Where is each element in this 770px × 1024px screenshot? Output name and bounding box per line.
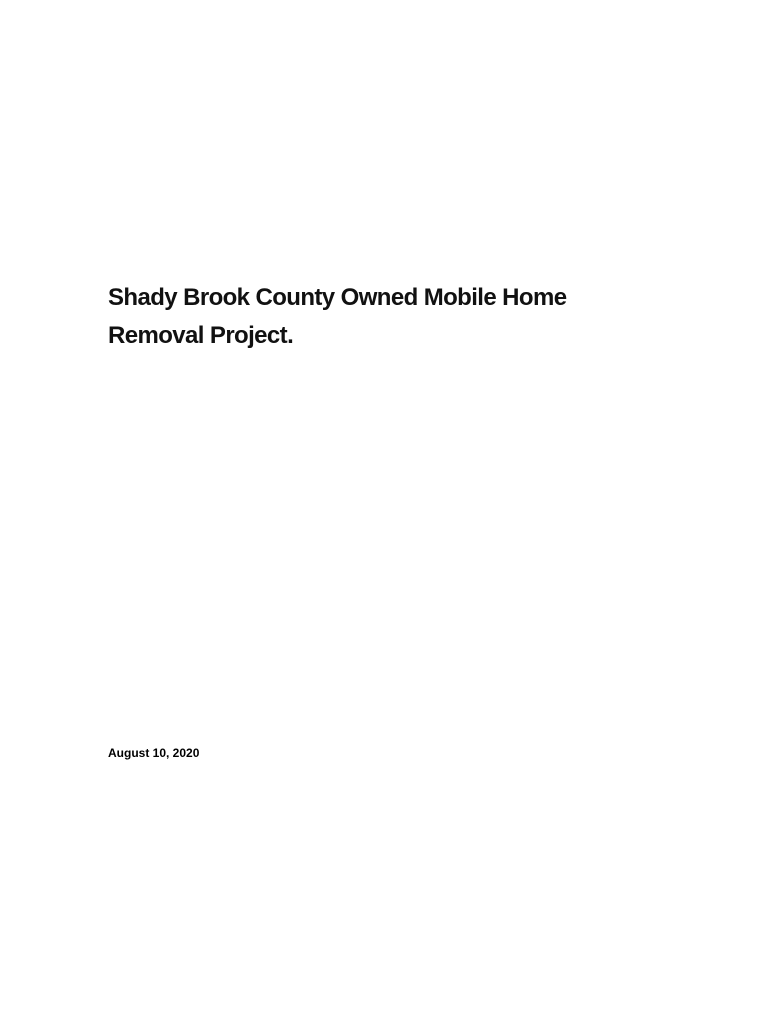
document-date: August 10, 2020 bbox=[108, 746, 200, 760]
document-title bbox=[108, 279, 668, 355]
document-title-line-1: Shady Brook County Owned Mobile Home bbox=[108, 284, 567, 311]
document-title-line-2: Removal Project. bbox=[108, 322, 294, 349]
